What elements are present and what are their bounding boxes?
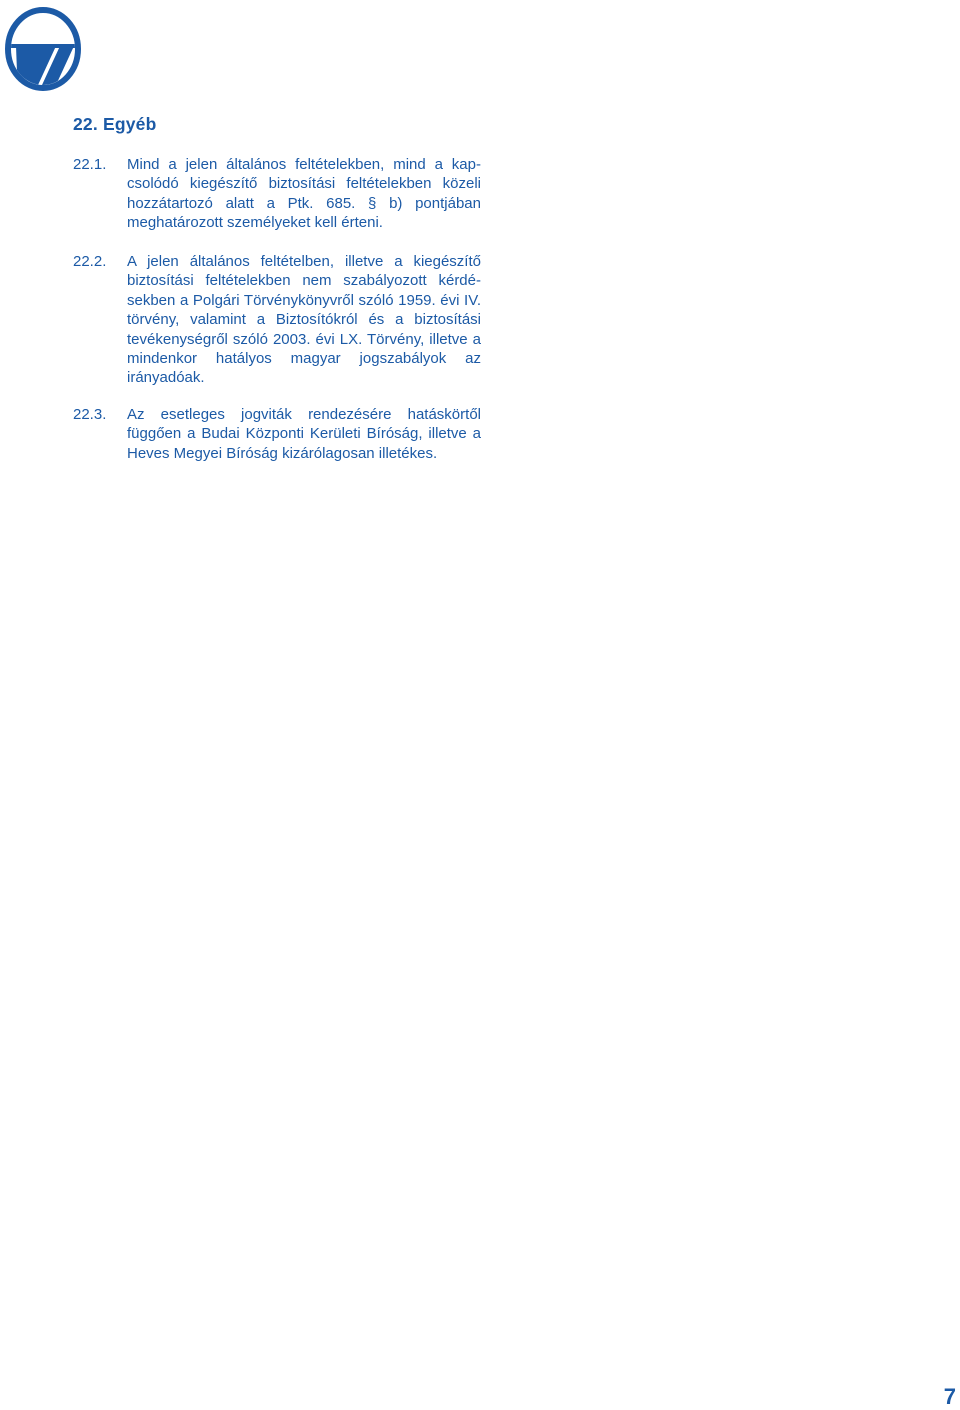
company-logo-icon (4, 6, 82, 92)
clause-text: Mind a jelen általános feltételekben, mind a kapcsolódó kiegészítő biztosítási feltételekben közeli hozzátartozó alatt a Ptk. 685. § b) pontjában meghatározott személyeket kell érteni. (127, 156, 481, 232)
clause-22-3 (73, 405, 481, 463)
clause-number: 22.3. (73, 406, 107, 423)
page-number: 7 (943, 1384, 956, 1409)
section-title: 22. Egyéb (73, 114, 157, 134)
clause-number: 22.1. (73, 156, 107, 173)
clause-text: A jelen általános feltételben, illetve a kiegészítő biztosítási feltételekben nem szabályozott kérdésekben a Polgári Törvénykönyvről szóló 1959. évi IV. törvény, valamint a Biztosítókról és a biztosítási tevékenységről szóló 2003. évi LX. Törvény, illetve a mindenkor hatályos magyar jogszabályok az irányadóak. (127, 253, 481, 387)
clause-number: 22.2. (73, 253, 107, 270)
clause-text: Az esetleges jogviták rendezésére hatáskörtől függően a Budai Központi Kerületi Bíróság, illetve a Heves Megyei Bíróság kizárólagosan illetékes. (127, 406, 481, 462)
clause-22-1 (73, 155, 481, 233)
clause-22-2 (73, 252, 481, 388)
